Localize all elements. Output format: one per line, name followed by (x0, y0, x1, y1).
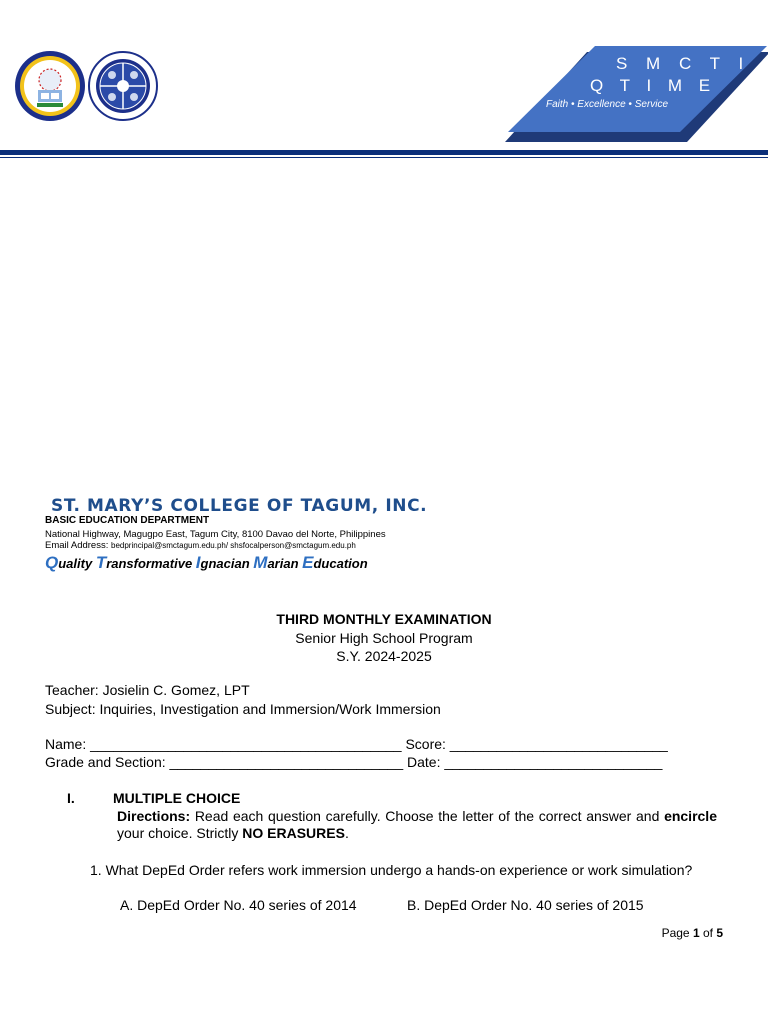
department-name: BASIC EDUCATION DEPARTMENT (45, 515, 210, 526)
email-value: bedprincipal@smctagum.edu.ph/ shsfocalperson@smctagum.edu.ph (111, 541, 356, 550)
qtime-rest-q: uality (58, 556, 96, 571)
qtime-rest-e: ducation (313, 556, 368, 571)
page-current: 1 (692, 926, 700, 940)
directions-end: . (344, 825, 349, 841)
school-name: ST. MARY’S COLLEGE OF TAGUM, INC. (51, 496, 428, 516)
qtime-cap-q: Q (45, 553, 59, 572)
school-email (45, 540, 356, 551)
st-marys-college-seal-icon (14, 50, 86, 122)
of-word: of (699, 926, 717, 940)
banner-line1: S M C T I (616, 54, 751, 73)
exam-title: THIRD MONTHLY EXAMINATION (276, 611, 492, 627)
page-total: 5 (716, 926, 723, 940)
question-text: What DepEd Order refers work immersion undergo a hands-on experience or work simulation? (105, 862, 693, 878)
banner-line2: Q T I M E (590, 76, 717, 95)
exam-program: Senior High School Program (295, 630, 473, 646)
name-score-line[interactable]: Name: ________________________________________ Score: ____________________________ (45, 736, 668, 752)
section-title: MULTIPLE CHOICE (113, 790, 241, 806)
qtime-rest-t: ransformative (106, 556, 196, 571)
subject-line: Subject: Inquiries, Investigation and Immersion/Work Immersion (45, 701, 441, 717)
basic-education-seal-icon (88, 50, 158, 122)
qtime-rest-m: arian (267, 556, 303, 571)
header-rule (0, 150, 768, 155)
email-label: Email Address: (45, 540, 111, 551)
grade-date-line[interactable]: Grade and Section: ______________________________ Date: ____________________________ (45, 754, 663, 770)
choice-a[interactable]: A. DepEd Order No. 40 series of 2014 (120, 897, 357, 913)
qtime-cap-e: E (302, 553, 314, 572)
page-word: Page (661, 926, 693, 940)
exam-school-year: S.Y. 2024-2025 (336, 648, 432, 664)
directions-bold2: NO ERASURES (242, 825, 345, 841)
header-rule-thin (0, 157, 768, 158)
qtime-tagline (45, 553, 368, 573)
page-number (662, 926, 723, 940)
directions (117, 808, 717, 842)
qtime-cap-t: T (95, 553, 107, 572)
question-number: 1. (90, 862, 102, 878)
section-number: I. (67, 790, 75, 806)
qtime-cap-i: I (195, 553, 201, 572)
directions-text2: your choice. Strictly (117, 825, 243, 841)
school-address: National Highway, Magugpo East, Tagum City, 8100 Davao del Norte, Philippines (45, 529, 386, 540)
teacher-line: Teacher: Josielin C. Gomez, LPT (45, 682, 250, 698)
choice-b[interactable]: B. DepEd Order No. 40 series of 2015 (407, 897, 644, 913)
qtime-cap-m: M (253, 553, 268, 572)
qtime-rest-i: gnacian (200, 556, 254, 571)
banner-motto: Faith • Excellence • Service (546, 99, 669, 110)
directions-text1: Read each question carefully. Choose the letter of the correct answer and (190, 808, 665, 824)
directions-bold1: encircle (664, 808, 717, 824)
directions-label: Directions: (117, 808, 191, 824)
question-1 (90, 862, 722, 879)
